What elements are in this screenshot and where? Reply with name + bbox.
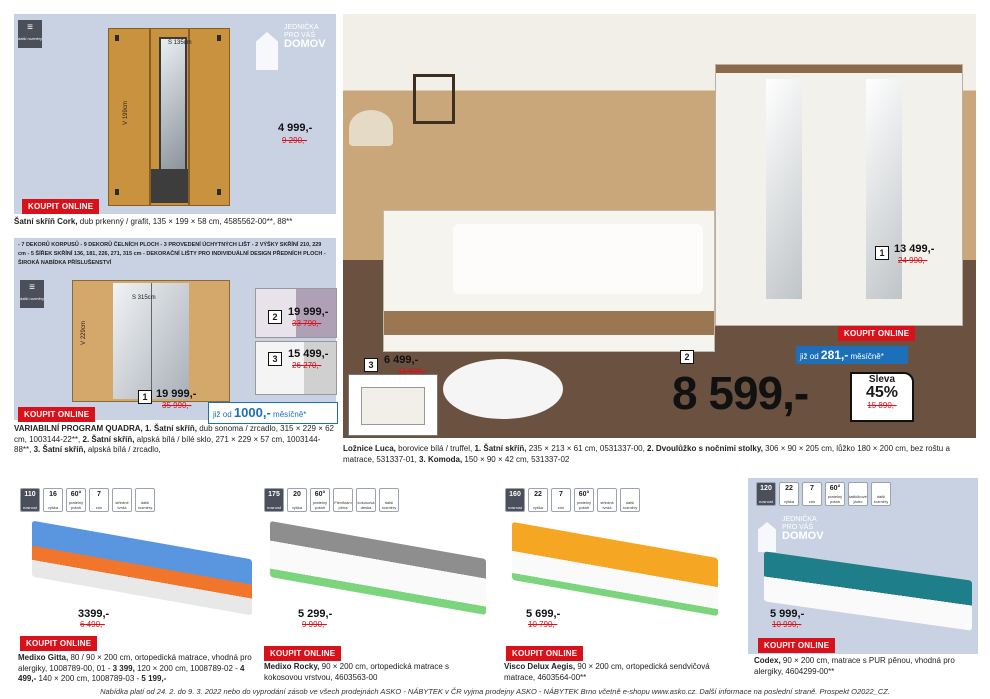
- gitta-mattress-image: [32, 521, 252, 616]
- luca-sleva-badge: Sleva 45% 15 890,-: [850, 372, 914, 422]
- height-icon: 16 výška: [43, 488, 63, 512]
- more-sizes-icon: další rozměry: [620, 488, 640, 512]
- washable-icon: 60° pratelný potah: [310, 488, 330, 512]
- aegis-mattress-image: [512, 522, 718, 616]
- firmness-icon: středně tvrdá: [112, 488, 132, 512]
- foam-icon: Flexifoam pěna: [333, 488, 353, 512]
- height-icon: 20 výška: [287, 488, 307, 512]
- luca-caption: Ložnice Luca, borovice bílá / truffel, 1. Šatní skříň, 235 × 213 × 61 cm, 0531337-00, 2. Dvoulůžko s nočními stolky, 306 × 90 × 205 cm, lůžko 180 × 200 cm, bez roštu a matrace, 531337-01, 3. Komoda, 150 × 90 × 42 cm, 531337-02: [343, 444, 950, 464]
- codex-old-price: 10 990,-: [772, 620, 802, 629]
- more-sizes-badge: ≡ další rozměry: [18, 20, 42, 48]
- quadra-item2-price: 19 999,-: [288, 306, 329, 318]
- quadra-item3-number: 3: [268, 352, 282, 366]
- washable-icon: 60° pratelný potah: [825, 482, 845, 506]
- quadra-more-sizes-badge: ≡ další rozměry: [20, 280, 44, 308]
- luca-item3-price: 6 499,-: [384, 354, 419, 366]
- cork-buy-online-button[interactable]: KOUPIT ONLINE: [22, 199, 99, 214]
- pocket-core-icon: taštičkové jádro: [848, 482, 868, 506]
- quadra-buy-online-button[interactable]: KOUPIT ONLINE: [18, 407, 95, 422]
- height-icon: 22 výška: [528, 488, 548, 512]
- bars-icon: ≡: [27, 22, 33, 33]
- zones-icon: 7 zón: [89, 488, 109, 512]
- rocky-price: 5 299,-: [298, 608, 333, 620]
- quadra-item3-price: 15 499,-: [288, 348, 329, 360]
- luca-item3-old: 11 690,-: [398, 367, 427, 376]
- gitta-buy-online-button[interactable]: KOUPIT ONLINE: [20, 636, 97, 651]
- gitta-price: 3399,-: [78, 608, 110, 620]
- more-sizes-icon: další rozměry: [135, 488, 155, 512]
- rocky-old-price: 9 990,-: [302, 620, 327, 629]
- quadra-item2-old: 33 790,-: [292, 319, 322, 328]
- bed-sheet: [453, 224, 703, 294]
- house-icon: [256, 32, 278, 70]
- luca-item3-number: 3: [364, 358, 378, 372]
- quadra-item1-number: 1: [138, 390, 152, 404]
- more-sizes-icon: další rozměry: [871, 482, 891, 506]
- rocky-icons: [264, 488, 399, 512]
- coconut-icon: kokosová deska: [356, 488, 376, 512]
- quadra-caption: VARIABILNÍ PROGRAM QUADRA, 1. Šatní skříň, dub sonoma / zrcadlo, 315 × 229 × 62 cm, 1003144-22**, 2. Šatní skříň, alpská bílá / bílé sklo, 271 × 229 × 57 cm, 1003144-88**, 3. Šatní skříň, alpská bílá / zrcadlo,: [14, 424, 334, 454]
- commode-inset: [348, 374, 438, 436]
- luca-big-price: 8 599,-: [672, 367, 809, 419]
- wardrobe-luca: [715, 64, 963, 326]
- rocky-mattress-image: [270, 521, 486, 615]
- luca-item1-price: 13 499,-: [894, 243, 935, 255]
- quadra-monthly-badge: již od 1000,- měsíčně*: [208, 402, 338, 424]
- codex-caption: Codex, 90 × 200 cm, matrace s PUR pěnou, vhodná pro alergiky, 4604299-00**: [754, 656, 955, 676]
- cork-caption: Šatní skříň Cork, dub prkenný / grafit, 135 × 199 × 58 cm, 4585562-00**, 88**: [14, 217, 293, 226]
- height-icon: 22 výška: [779, 482, 799, 506]
- aegis-price: 5 699,-: [526, 608, 561, 620]
- lamp: [349, 110, 393, 146]
- codex-price: 5 999,-: [770, 608, 805, 620]
- quadra-item1-price: 19 999,-: [156, 388, 197, 400]
- load-icon: 120 nosnost: [756, 482, 776, 506]
- zones-icon: 7 zón: [802, 482, 822, 506]
- washable-icon: 60° pratelný potah: [574, 488, 594, 512]
- luca-item2-number: 2: [680, 350, 694, 364]
- washable-icon: 60° pratelný potah: [66, 488, 86, 512]
- picture-frame: [413, 74, 455, 124]
- luca-item1-number: 1: [875, 246, 889, 260]
- cork-width-dim: S 135cm: [168, 40, 192, 46]
- quadra-width-dim: S 315cm: [132, 295, 156, 301]
- quadra-features: - 7 DEKORŮ KORPUSŮ - 9 DEKORŮ ČELNÍCH PLOCH - 3 PROVEDENÍ ÚCHYTNÝCH LIŠT - 2 VÝŠKY SKŘÍNÍ 210, 229 cm - 5 ŠÍŘEK SKŘÍNÍ 136, 181, 226, 271, 315 cm - DEKORAČNÍ LIŠTY PRO INDIVIDUÁLNÍ DESIGN PŘEDNÍCH PLOCH - ŠIROKÁ NABÍDKA PŘÍSLUŠENSTVÍ: [18, 242, 326, 266]
- brand-badge: JEDNIČKA PRO VÁŠ DOMOV: [256, 24, 332, 48]
- zones-icon: 7 zón: [551, 488, 571, 512]
- quadra-height-dim: V 229cm: [80, 321, 87, 345]
- codex-brand-badge: JEDNIČKA PRO VÁŠ DOMOV: [758, 516, 828, 540]
- codex-icons: [756, 482, 891, 506]
- gitta-caption: Medixo Gitta, 80 / 90 × 200 cm, ortopedická matrace, vhodná pro alergiky, 1008789-00, 01 - 3 399, 120 × 200 cm, 1008789-02 - 4 499,- 140 × 200 cm, 1008789-03 - 5 199,-: [18, 653, 252, 683]
- aegis-caption: Visco Delux Aegis, 90 × 200 cm, ortopedická sendvičová matrace, 4603564-00**: [504, 662, 710, 682]
- aegis-buy-online-button[interactable]: KOUPIT ONLINE: [506, 646, 583, 661]
- luca-buy-online-button[interactable]: KOUPIT ONLINE: [838, 326, 915, 341]
- luca-item1-old: 24 990,-: [898, 256, 928, 265]
- load-icon: 110 nosnost: [20, 488, 40, 512]
- load-icon: 160 nosnost: [505, 488, 525, 512]
- quadra-item1-old: 35 990,-: [162, 401, 192, 410]
- rocky-buy-online-button[interactable]: KOUPIT ONLINE: [264, 646, 341, 661]
- codex-buy-online-button[interactable]: KOUPIT ONLINE: [758, 638, 835, 653]
- gitta-icons: [20, 488, 155, 512]
- aegis-old-price: 10 790,-: [528, 620, 558, 629]
- load-icon: 175 nosnost: [264, 488, 284, 512]
- more-sizes-icon: další rozměry: [379, 488, 399, 512]
- gitta-old-price: 6 490,-: [80, 620, 105, 629]
- aegis-icons: [505, 488, 640, 512]
- quadra-item2-number: 2: [268, 310, 282, 324]
- rocky-caption: Medixo Rocky, 90 × 200 cm, ortopedická matrace s kokosovou vrstvou, 4603563-00: [264, 662, 450, 682]
- house-icon: [758, 522, 776, 552]
- cork-height-dim: V 199cm: [122, 101, 129, 125]
- cork-price: 4 999,-: [278, 122, 313, 134]
- luca-monthly-badge: již od 281,- měsíčně*: [796, 346, 908, 364]
- footer-disclaimer: Nabídka platí od 24. 2. do 9. 3. 2022 nebo do vyprodání zásob ve všech prodejnách ASKO - NÁBYTEK v ČR vyjma prodejny ASKO - NÁBYTEK Brno včetně e-shopu www.asko.cz. Další informace na poslední straně. Prospekt O2022_CZ.: [100, 687, 890, 696]
- quadra-item3-old: 26 270,-: [292, 361, 322, 370]
- rug: [443, 359, 563, 419]
- cork-old-price: 9 290,-: [282, 136, 307, 145]
- bars-icon: ≡: [29, 282, 35, 293]
- firmness-icon: středně tvrdá: [597, 488, 617, 512]
